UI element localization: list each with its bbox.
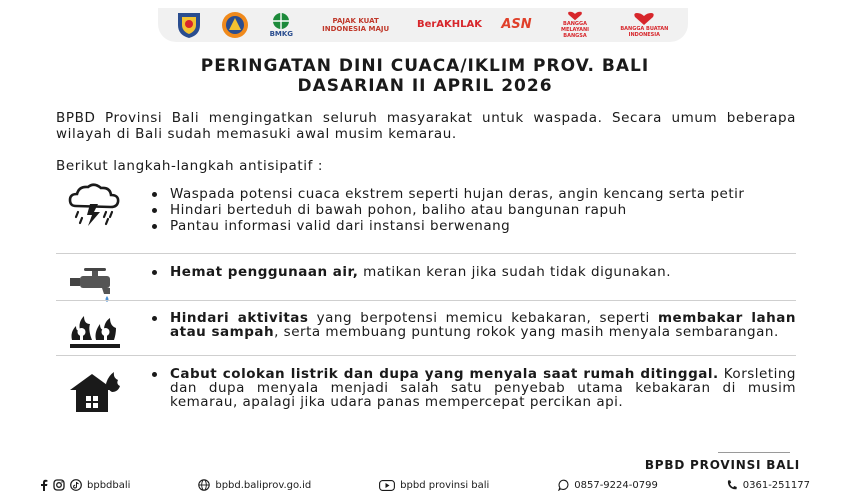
- bpbd-emblem-icon: [221, 11, 249, 39]
- list-item: [148, 367, 796, 409]
- signature: BPBD PROVINSI BALI: [644, 458, 800, 472]
- signature-line: [718, 452, 790, 453]
- youtube-channel: bpbd provinsi bali: [400, 479, 490, 491]
- water-tap-icon: [66, 262, 124, 310]
- phone-icon: [726, 479, 738, 491]
- fire-prevention-list: [148, 311, 796, 339]
- youtube-icon: [379, 480, 395, 491]
- bangga-buatan-label: BANGGA BUATAN INDONESIA: [620, 26, 669, 38]
- page-title: PERINGATAN DINI CUACA/IKLIM PROV. BALI: [200, 56, 650, 76]
- bangga-melayani-label: BANGGA MELAYANI BANGSA: [560, 21, 590, 39]
- divider: [56, 253, 796, 254]
- berakhlak-label: BerAKHLAK: [416, 19, 483, 30]
- fire-bold-text-2: membakar lahan atau sampah: [170, 310, 796, 340]
- social-handle: bpbdbali: [87, 479, 131, 491]
- phone-number: 0361-251177: [742, 479, 810, 491]
- pajak-logo: [314, 11, 398, 39]
- asn-label: ASN: [501, 17, 532, 32]
- whatsapp-icon: [557, 479, 569, 491]
- electrical-safety-list: [148, 367, 796, 409]
- heart-icon: [564, 11, 586, 21]
- bmkg-globe-icon: [268, 12, 294, 30]
- intro-paragraph: BPBD Provinsi Bali mengingatkan seluruh masyarakat untuk waspada. Secara umum beberapa wilayah di Bali sudah memasuki awal musim kemarau.: [56, 110, 796, 142]
- provincial-crest-icon: [176, 11, 202, 39]
- provincial-crest-logo: [176, 11, 202, 39]
- bangga-buatan-logo: [618, 11, 670, 39]
- weather-warning-list: [148, 187, 796, 233]
- whatsapp-link[interactable]: [557, 479, 658, 491]
- fire-bold-text-1: Hindari aktivitas: [170, 310, 309, 326]
- bmkg-logo: [268, 11, 294, 39]
- whatsapp-number: 0857-9224-0799: [574, 479, 658, 491]
- forest-fire-icon: [66, 306, 124, 354]
- fire-text-1: yang berpotensi memicu kebakaran, seperti: [308, 310, 658, 326]
- website-url: bpbd.baliprov.go.id: [215, 479, 312, 491]
- facebook-icon: [40, 479, 48, 491]
- heart-icon: [633, 12, 655, 26]
- bangga-melayani-logo: [551, 11, 599, 39]
- house-bold-text: Cabut colokan listrik dan dupa yang menyala saat rumah ditinggal.: [170, 366, 719, 382]
- pajak-label: PAJAK KUAT INDONESIA MAJU: [322, 17, 390, 33]
- phone-link[interactable]: [726, 479, 810, 491]
- list-item: [148, 311, 796, 339]
- water-text: matikan keran jika sudah tidak digunakan.: [358, 264, 672, 280]
- youtube-link[interactable]: [379, 480, 489, 491]
- social-link[interactable]: [40, 479, 130, 491]
- steps-heading: Berikut langkah-langkah antisipatif :: [56, 158, 324, 174]
- logo-bar: [158, 8, 688, 42]
- asn-logo: [501, 11, 531, 39]
- house-fire-icon: [66, 368, 124, 416]
- page-subtitle: DASARIAN II APRIL 2026: [297, 76, 553, 96]
- tiktok-icon: [70, 479, 82, 491]
- bmkg-label: BMKG: [269, 30, 294, 38]
- list-item: [148, 265, 796, 279]
- house-text: Korsleting dan dupa menyala menjadi salah satu penyebab utama kebakaran di musim kemarau, apalagi jika udara panas mempercepat percikan api.: [170, 366, 796, 410]
- list-item: Pantau informasi valid dari instansi berwenang: [148, 219, 796, 233]
- divider: [56, 355, 796, 356]
- globe-icon: [198, 479, 210, 491]
- storm-cloud-icon: [66, 182, 124, 230]
- divider: [56, 300, 796, 301]
- berakhlak-logo: [417, 11, 482, 39]
- bpbd-emblem-logo: [221, 11, 249, 39]
- website-link[interactable]: [198, 479, 311, 491]
- water-bold-text: Hemat penggunaan air,: [170, 264, 359, 280]
- fire-text-2: , serta membuang puntung rokok yang masih menyala sembarangan.: [274, 324, 779, 340]
- list-item: Waspada potensi cuaca ekstrem seperti hujan deras, angin kencang serta petir: [148, 187, 796, 201]
- list-item: Hindari berteduh di bawah pohon, baliho atau bangunan rapuh: [148, 203, 796, 217]
- footer: [40, 476, 810, 494]
- water-saving-list: [148, 265, 796, 279]
- instagram-icon: [53, 479, 65, 491]
